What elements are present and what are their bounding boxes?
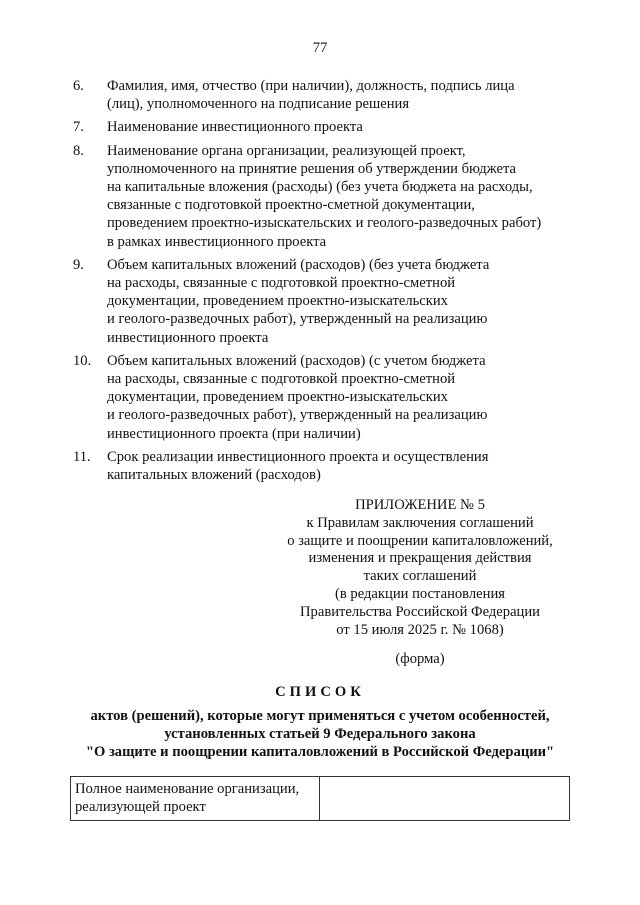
form-table (70, 776, 570, 821)
appendix-header (270, 497, 570, 639)
item-line: проведением проектно-изыскательских и геолого-разведочных работ) (107, 215, 542, 232)
item-line: Объем капитальных вложений (расходов) (с учетом бюджета (107, 352, 486, 369)
item-text (107, 256, 573, 347)
list-item (73, 256, 573, 347)
item-line: уполномоченного на принятие решения об утверждении бюджета (107, 160, 517, 177)
item-line: инвестиционного проекта (107, 329, 269, 346)
list-item (73, 118, 573, 136)
item-text (107, 352, 573, 443)
subtitle-line: актов (решений), которые могут применяться с учетом особенностей, (90, 708, 550, 724)
item-line: связанные с подготовкой проектно-сметной документации, (107, 197, 475, 214)
item-number: 10. (73, 352, 92, 369)
item-line: на капитальные вложения (расходы) (без учета бюджета на расходы, (107, 179, 533, 196)
item-line: документации, проведением проектно-изыскательских (107, 389, 448, 406)
item-number: 11. (73, 448, 91, 465)
item-line: Фамилия, имя, отчество (при наличии), должность, подпись лица (107, 78, 515, 94)
list-item (73, 448, 573, 484)
item-number: 7. (73, 119, 84, 136)
appendix-line: изменения и прекращения действия (308, 550, 532, 567)
list-subtitle (0, 707, 640, 761)
appendix-line: (в редакции постановления (335, 585, 505, 602)
appendix-line: Правительства Российской Федерации (300, 603, 540, 620)
list-item (73, 352, 573, 443)
numbered-items-list (73, 77, 573, 489)
item-line: (лиц), уполномоченного на подписание решения (107, 96, 410, 113)
subtitle-line: "О защите и поощрении капиталовложений в Российской Федерации" (85, 744, 555, 760)
item-line: инвестиционного проекта (при наличии) (107, 425, 361, 442)
appendix-line: от 15 июля 2025 г. № 1068) (336, 621, 504, 638)
item-line: на расходы, связанные с подготовкой проектно-сметной (107, 275, 456, 292)
appendix-line: к Правилам заключения соглашений (306, 514, 534, 531)
subtitle-line: установленных статьей 9 Федерального закона (164, 726, 476, 742)
item-line: Наименование инвестиционного проекта (107, 119, 363, 136)
item-number: 6. (73, 78, 84, 94)
item-line: на расходы, связанные с подготовкой проектно-сметной (107, 371, 456, 388)
item-text (107, 77, 573, 113)
list-title: СПИСОК (275, 684, 365, 700)
item-line: документации, проведением проектно-изыскательских (107, 293, 448, 310)
table-label-line: реализующей проект (75, 799, 206, 815)
item-line: Наименование органа организации, реализующей проект, (107, 142, 466, 159)
list-item (73, 77, 573, 113)
item-line: в рамках инвестиционного проекта (107, 233, 327, 250)
appendix-line: о защите и поощрении капиталовложений, (287, 532, 553, 549)
item-line: капитальных вложений (расходов) (107, 467, 321, 484)
item-text (107, 448, 573, 484)
item-text (107, 118, 573, 136)
item-number: 9. (73, 256, 84, 273)
appendix-line: ПРИЛОЖЕНИЕ № 5 (355, 497, 485, 513)
item-number: 8. (73, 142, 84, 159)
appendix-line: таких соглашений (363, 568, 477, 585)
item-text (107, 142, 573, 251)
item-line: Срок реализации инвестиционного проекта и осуществления (107, 448, 489, 465)
item-line: и геолого-разведочных работ), утвержденный на реализацию (107, 311, 488, 328)
item-line: и геолого-разведочных работ), утвержденный на реализацию (107, 407, 488, 424)
item-line: Объем капитальных вложений (расходов) (без учета бюджета (107, 256, 490, 273)
list-item (73, 142, 573, 251)
table-label-cell (71, 777, 320, 821)
page-number: 77 (312, 40, 328, 56)
table-label-line: Полное наименование организации, (75, 781, 300, 797)
table-value-cell (320, 777, 570, 821)
table-row (71, 777, 570, 821)
form-label: (форма) (395, 651, 445, 667)
